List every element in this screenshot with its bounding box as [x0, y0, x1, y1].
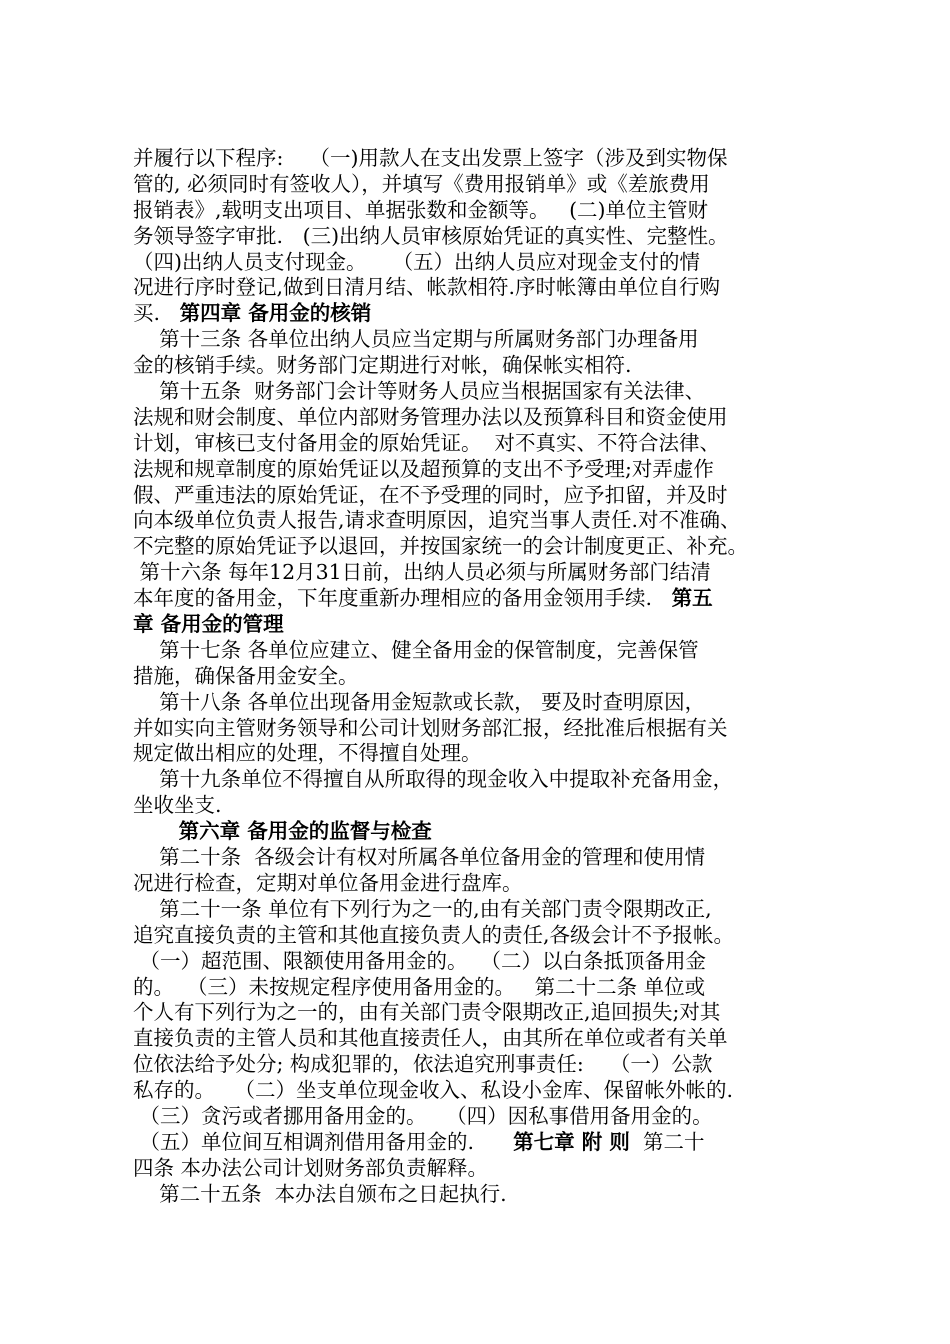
text-line — [133, 845, 833, 871]
body-text: 第二十 — [629, 1129, 705, 1154]
body-text: 第十九条单位不得擅自从所取得的现金收入中提取补充备用金， — [133, 767, 734, 792]
text-line — [133, 534, 833, 560]
body-text: 并履行以下程序: （一)用款人在支出发票上签字（涉及到实物保 — [133, 146, 728, 170]
text-line — [133, 793, 833, 819]
body-text: （四)出纳人员支付现金。 （五）出纳人员应对现金支付的情 — [133, 249, 701, 274]
text-line — [133, 250, 833, 276]
text-line — [133, 1182, 833, 1208]
text-line — [133, 457, 833, 483]
body-text: 并如实向主管财务领导和公司计划财务部汇报，经批准后根据有关 — [133, 715, 728, 740]
body-text: 第二十条 各级会计有权对所属各单位备用金的管理和使用情 — [133, 845, 706, 870]
document-page — [133, 146, 833, 1208]
body-text: 第十八条 各单位出现备用金短款或长款， 要及时查明原因， — [133, 689, 706, 714]
body-text: 假、严重违法的原始凭证，在不予受理的同时，应予扣留，并及时 — [133, 482, 728, 507]
body-text: 位依法给予处分; 构成犯罪的，依法追究刑事责任: （一）公款 — [133, 1052, 713, 1077]
body-text: 四条 本办法公司计划财务部负责解释。 — [133, 1155, 489, 1180]
text-line — [133, 483, 833, 509]
text-line — [133, 1000, 833, 1026]
body-text: 追究直接负责的主管和其他直接负责人的责任,各级会计不予报帐。 — [133, 922, 735, 947]
body-text: 报销表》,载明支出项目、单据张数和金额等。 (二)单位主管财 — [133, 197, 709, 222]
text-line — [133, 224, 833, 250]
text-line — [133, 612, 833, 638]
body-text: 第十七条 各单位应建立、健全备用金的保管制度，完善保管 — [133, 637, 699, 662]
body-text: 规定做出相应的处理，不得擅自处理。 — [133, 741, 482, 766]
body-text: 金的核销手续。财务部门定期进行对帐，确保帐实相符. — [133, 353, 632, 378]
body-text: 坐收坐支. — [133, 793, 222, 818]
body-text: 不完整的原始凭证予以退回，并按国家统一的会计制度更正、补充。 — [133, 534, 748, 559]
body-text: 况进行序时登记,做到日清月结、帐款相符.序时帐簿由单位自行购 — [133, 275, 721, 300]
text-line — [133, 146, 833, 172]
body-text: （三）贪污或者挪用备用金的。 （四）因私事借用备用金的。 — [133, 1103, 713, 1128]
body-text: 直接负责的主管人员和其他直接责任人，由其所在单位或者有关单 — [133, 1026, 728, 1051]
body-text — [133, 819, 179, 843]
text-line — [133, 198, 833, 224]
text-line — [133, 379, 833, 405]
text-line — [133, 741, 833, 767]
text-line — [133, 327, 833, 353]
body-text: 第十五条 财务部门会计等财务人员应当根据国家有关法律、 — [133, 379, 706, 404]
chapter-heading: 第六章 备用金的监督与检查 — [178, 819, 432, 844]
body-text: 私存的。 （二）坐支单位现金收入、私设小金库、保留帐外帐的. — [133, 1078, 734, 1103]
text-line — [133, 431, 833, 457]
text-line — [133, 1026, 833, 1052]
text-line — [133, 690, 833, 716]
body-text: 计划，审核已支付备用金的原始凭证。 对不真实、不符合法律、 — [133, 430, 721, 455]
body-text: 本年度的备用金，下年度重新办理相应的备用金领用手续. — [133, 586, 672, 611]
chapter-heading: 第五 — [671, 586, 713, 611]
text-line — [133, 508, 833, 534]
text-line — [133, 560, 833, 586]
text-line — [133, 301, 833, 327]
text-line — [133, 767, 833, 793]
text-line — [133, 172, 833, 198]
body-text: 个人有下列行为之一的，由有关部门责令限期改正,追回损失;对其 — [133, 1000, 721, 1025]
body-text: 第十六条 每年12月31日前，出纳人员必须与所属财务部门结清 — [133, 560, 711, 585]
chapter-heading: 章 备用金的管理 — [133, 612, 284, 637]
text-line — [133, 871, 833, 897]
text-line — [133, 1078, 833, 1104]
body-text: 管的, 必须同时有签收人），并填写《费用报销单》或《差旅费用 — [133, 171, 710, 196]
text-line — [133, 975, 833, 1001]
text-line — [133, 638, 833, 664]
body-text: 的。 （三）未按规定程序使用备用金的。 第二十二条 单位或 — [133, 974, 706, 999]
text-line — [133, 923, 833, 949]
chapter-heading: 第七章 附 则 — [513, 1129, 630, 1154]
text-line — [133, 1156, 833, 1182]
body-text: 措施，确保备用金安全。 — [133, 663, 359, 688]
body-text: 务领导签字审批. (三)出纳人员审核原始凭证的真实性、完整性。 — [133, 223, 729, 248]
body-text: （一）超范围、限额使用备用金的。 （二）以白条抵顶备用金 — [133, 948, 707, 973]
text-line — [133, 353, 833, 379]
text-line — [133, 1130, 833, 1156]
text-line — [133, 586, 833, 612]
body-text: 第二十一条 单位有下列行为之一的,由有关部门责令限期改正, — [133, 896, 712, 921]
chapter-heading: 第四章 备用金的核销 — [179, 301, 372, 326]
body-text: 向本级单位负责人报告,请求查明原因，追究当事人责任.对不准确、 — [133, 508, 741, 533]
body-text: 买. — [133, 301, 180, 326]
body-text: 第二十五条 本办法自颁布之日起执行. — [133, 1181, 507, 1206]
text-line — [133, 819, 833, 845]
text-line — [133, 664, 833, 690]
text-line — [133, 949, 833, 975]
text-line — [133, 897, 833, 923]
text-line — [133, 716, 833, 742]
body-text: 况进行检查，定期对单位备用金进行盘库。 — [133, 870, 523, 895]
text-line — [133, 1104, 833, 1130]
body-text: 第十三条 各单位出纳人员应当定期与所属财务部门办理备用 — [133, 327, 699, 352]
body-text: （五）单位间互相调剂借用备用金的. — [133, 1129, 514, 1154]
text-line — [133, 1052, 833, 1078]
body-text: 法规和规章制度的原始凭证以及超预算的支出不予受理;对弄虚作 — [133, 456, 714, 481]
text-line — [133, 405, 833, 431]
text-line — [133, 275, 833, 301]
body-text: 法规和财会制度、单位内部财务管理办法以及预算科目和资金使用 — [133, 404, 728, 429]
